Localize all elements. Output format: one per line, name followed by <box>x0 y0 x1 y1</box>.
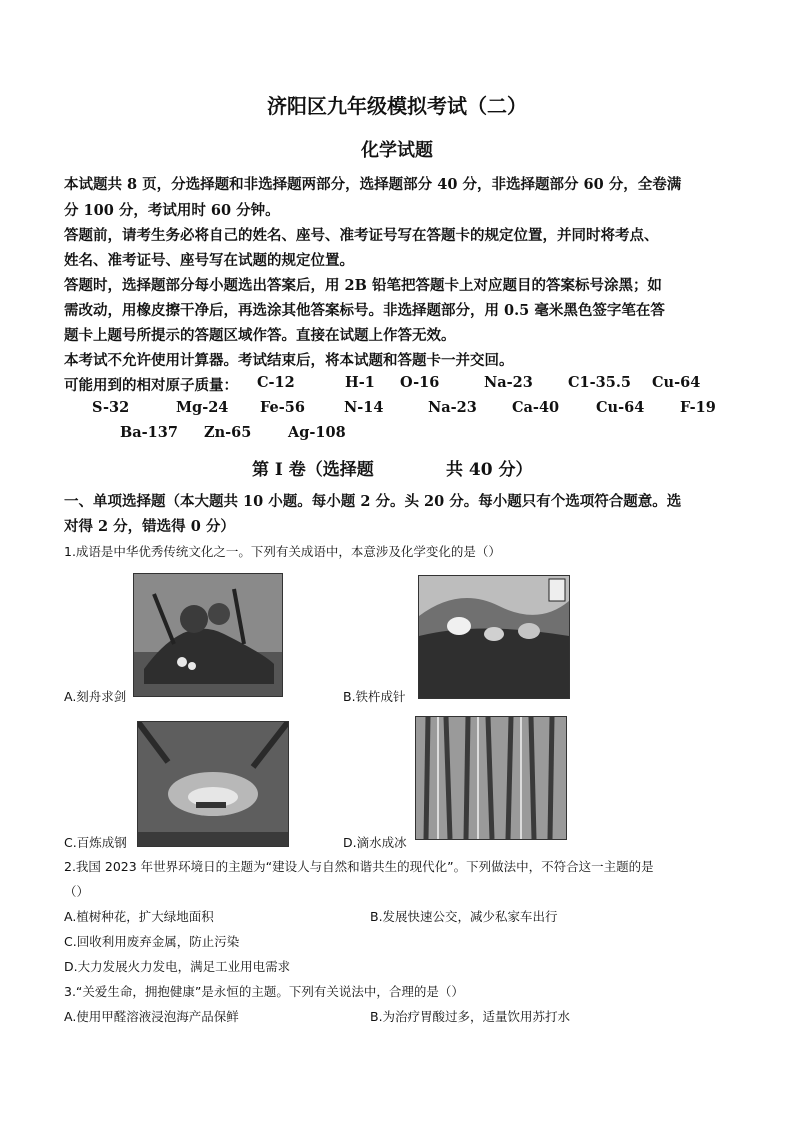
part-heading: 一、单项选择题（本大题共 10 小题。每小题 2 分。头 20 分。每小题只有个选项符合题意。选 <box>64 493 682 510</box>
option-a: A.使用甲醛溶液浸泡海产品保鲜 <box>64 1009 239 1024</box>
instruction-line: 答题时，选择题部分每小题选出答案后，用 2B 铅笔把答题卡上对应题目的答案标号涂黑；如 <box>64 277 662 294</box>
atomic-mass: F-19 <box>680 399 716 416</box>
instruction-line: 本试题共 8 页，分选择题和非选择题两部分，选择题部分 40 分，非选择题部分 60 分，全卷满 <box>64 176 682 193</box>
option-d: D.大力发展火力发电，满足工业用电需求 <box>64 959 291 974</box>
option-d: D.滴水成冰 <box>343 835 407 850</box>
exam-title: 济阳区九年级模拟考试（二） <box>267 94 527 118</box>
question-stem: 3.“关爱生命，拥抱健康”是永恒的主题。下列有关说法中，合理的是（） <box>64 984 464 999</box>
question-stem: 1.成语是中华优秀传统文化之一。下列有关成语中，本意涉及化学变化的是（） <box>64 544 501 559</box>
atomic-mass: C1-35.5 <box>568 374 631 391</box>
section-title: 第 I 卷（选择题 <box>252 460 374 480</box>
subject-title: 化学试题 <box>361 140 433 161</box>
question-stem: （） <box>64 884 90 899</box>
part-heading: 对得 2 分，错选得 0 分） <box>64 518 235 535</box>
atomic-mass: N-14 <box>344 399 384 416</box>
option-d-image <box>415 716 567 840</box>
instruction-line: 本考试不允许使用计算器。考试结束后，将本试题和答题卡一并交回。 <box>64 352 514 369</box>
atomic-mass: Ag-108 <box>288 424 346 441</box>
section-score: 共 40 分） <box>446 460 533 480</box>
option-b: B.铁杵成针 <box>343 689 406 704</box>
atomic-mass: C-12 <box>257 374 295 391</box>
instruction-line: 姓名、准考证号、座号写在试题的规定位置。 <box>64 252 354 269</box>
option-b: B.为治疗胃酸过多，适量饮用苏打水 <box>370 1009 571 1024</box>
atomic-mass: S-32 <box>92 399 130 416</box>
atomic-mass: Zn-65 <box>204 424 252 441</box>
atomic-mass: Mg-24 <box>176 399 229 416</box>
option-b: B.发展快速公交，减少私家车出行 <box>370 909 558 924</box>
atomic-mass: Cu-64 <box>652 374 701 391</box>
option-a-image <box>133 573 283 697</box>
atomic-mass: Ba-137 <box>120 424 178 441</box>
atomic-mass-label: 可能用到的相对原子质量： <box>64 377 238 394</box>
atomic-mass: Ca-40 <box>512 399 560 416</box>
question-stem: 2.我国 2023 年世界环境日的主题为“建设人与自然和谐共生的现代化”。下列做法中，不符合这一主题的是 <box>64 859 654 874</box>
atomic-mass: O-16 <box>400 374 440 391</box>
instruction-line: 分 100 分，考试用时 60 分钟。 <box>64 202 280 219</box>
instruction-line: 题卡上题号所提示的答题区域作答。直接在试题上作答无效。 <box>64 327 456 344</box>
option-b-image <box>418 575 570 699</box>
atomic-mass: Cu-64 <box>596 399 645 416</box>
instruction-line: 需改动，用橡皮擦干净后，再选涂其他答案标号。非选择题部分，用 0.5 毫米黑色签字笔在答 <box>64 302 665 319</box>
option-a: A.刻舟求剑 <box>64 689 127 704</box>
option-c-image <box>137 721 289 847</box>
option-c: C.百炼成钢 <box>64 835 127 850</box>
atomic-mass: Na-23 <box>484 374 533 391</box>
atomic-mass: H-1 <box>345 374 375 391</box>
instruction-line: 答题前，请考生务必将自己的姓名、座号、准考证号写在答题卡的规定位置，并同时将考点、 <box>64 227 659 244</box>
option-a: A.植树种花，扩大绿地面积 <box>64 909 214 924</box>
atomic-mass: Na-23 <box>428 399 477 416</box>
option-c: C.回收利用废弃金属，防止污染 <box>64 934 240 949</box>
atomic-mass: Fe-56 <box>260 399 305 416</box>
